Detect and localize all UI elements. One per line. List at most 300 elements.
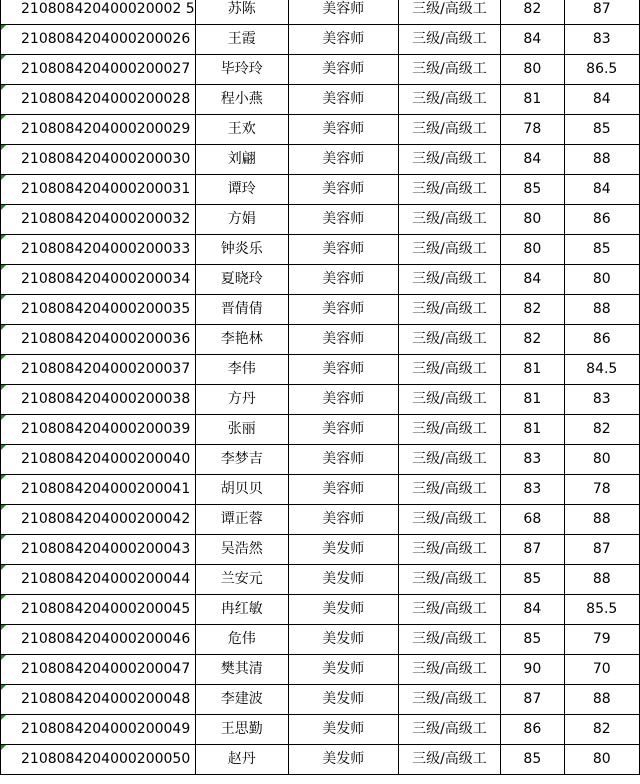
name-cell[interactable] <box>195 355 288 385</box>
text-number-marker-icon <box>1 265 6 270</box>
table-row <box>1 235 640 265</box>
level-text: 三级/高级工 <box>412 1 487 17</box>
score-theory-cell[interactable] <box>501 175 564 205</box>
score-skill-cell[interactable] <box>564 715 639 745</box>
level-text: 三级/高级工 <box>412 61 487 77</box>
score-skill-text: 88 <box>592 691 611 707</box>
score-theory-cell[interactable] <box>501 145 564 175</box>
candidate-id-text: 2108084204000200027 <box>21 61 191 77</box>
score-skill-text: 87 <box>592 541 611 557</box>
score-skill-cell[interactable] <box>564 265 639 295</box>
candidate-id-cell[interactable] <box>1 385 196 415</box>
table-row <box>1 385 640 415</box>
occupation-text: 美容师 <box>322 61 365 77</box>
name-cell[interactable] <box>195 85 288 115</box>
text-number-marker-icon <box>1 205 6 210</box>
occupation-cell[interactable] <box>288 175 398 205</box>
name-text: 谭正蓉 <box>220 511 263 527</box>
candidate-id-text: 2108084204000200050 <box>21 751 191 767</box>
name-text: 王思勤 <box>220 721 263 737</box>
name-cell[interactable] <box>195 685 288 715</box>
score-skill-cell[interactable] <box>564 355 639 385</box>
level-cell[interactable] <box>398 175 500 205</box>
score-theory-text: 68 <box>523 511 542 527</box>
level-cell[interactable] <box>398 235 500 265</box>
level-cell[interactable] <box>398 655 500 685</box>
text-number-marker-icon <box>1 625 6 630</box>
candidate-id-text: 2108084204000200029 <box>21 121 191 137</box>
score-skill-cell[interactable] <box>564 25 639 55</box>
score-skill-cell[interactable] <box>564 625 639 655</box>
name-text: 冉红敏 <box>220 601 263 617</box>
score-theory-cell[interactable] <box>501 295 564 325</box>
score-skill-text: 80 <box>592 751 611 767</box>
score-skill-cell[interactable] <box>564 0 639 25</box>
candidate-id-cell[interactable] <box>1 145 196 175</box>
occupation-cell[interactable] <box>288 715 398 745</box>
score-theory-text: 78 <box>523 121 542 137</box>
score-theory-cell[interactable] <box>501 385 564 415</box>
occupation-cell[interactable] <box>288 115 398 145</box>
score-skill-cell[interactable] <box>564 175 639 205</box>
level-text: 三级/高级工 <box>412 271 487 287</box>
occupation-text: 美容师 <box>322 301 365 317</box>
name-cell[interactable] <box>195 745 288 775</box>
level-cell[interactable] <box>398 415 500 445</box>
score-skill-text: 70 <box>592 661 611 677</box>
score-theory-cell[interactable] <box>501 355 564 385</box>
score-theory-cell[interactable] <box>501 415 564 445</box>
name-cell[interactable] <box>195 475 288 505</box>
score-skill-cell[interactable] <box>564 55 639 85</box>
occupation-cell[interactable] <box>288 85 398 115</box>
candidate-id-text: 2108084204000200039 <box>21 421 191 437</box>
level-cell[interactable] <box>398 445 500 475</box>
name-cell[interactable] <box>195 445 288 475</box>
score-skill-text: 86 <box>592 331 611 347</box>
occupation-cell[interactable] <box>288 145 398 175</box>
candidate-id-cell[interactable] <box>1 25 196 55</box>
level-cell[interactable] <box>398 325 500 355</box>
table-row <box>1 85 640 115</box>
score-theory-text: 90 <box>523 661 542 677</box>
name-cell[interactable] <box>195 265 288 295</box>
occupation-cell[interactable] <box>288 445 398 475</box>
candidate-id-text: 2108084204000200041 <box>21 481 191 497</box>
score-skill-cell[interactable] <box>564 685 639 715</box>
score-skill-text: 84 <box>592 91 611 107</box>
table-row <box>1 325 640 355</box>
name-cell[interactable] <box>195 325 288 355</box>
name-cell[interactable] <box>195 625 288 655</box>
name-cell[interactable] <box>195 505 288 535</box>
score-skill-cell[interactable] <box>564 85 639 115</box>
score-theory-cell[interactable] <box>501 475 564 505</box>
candidate-id-text: 2108084204000200037 <box>21 361 191 377</box>
candidate-id-text: 2108084204000200031 <box>21 181 191 197</box>
candidate-id-text: 2108084204000200033 <box>21 241 191 257</box>
candidate-id-text: 2108084204000200045 <box>21 601 191 617</box>
level-text: 三级/高级工 <box>412 721 487 737</box>
level-cell[interactable] <box>398 0 500 25</box>
occupation-cell[interactable] <box>288 25 398 55</box>
name-text: 危伟 <box>227 631 256 647</box>
level-cell[interactable] <box>398 715 500 745</box>
name-text: 毕玲玲 <box>220 61 263 77</box>
occupation-cell[interactable] <box>288 355 398 385</box>
score-theory-cell[interactable] <box>501 505 564 535</box>
level-cell[interactable] <box>398 85 500 115</box>
score-skill-cell[interactable] <box>564 475 639 505</box>
name-cell[interactable] <box>195 715 288 745</box>
score-theory-cell[interactable] <box>501 55 564 85</box>
score-theory-cell[interactable] <box>501 445 564 475</box>
score-skill-cell[interactable] <box>564 235 639 265</box>
occupation-text: 美容师 <box>322 331 365 347</box>
score-skill-text: 80 <box>592 451 611 467</box>
score-theory-text: 87 <box>523 541 542 557</box>
candidate-id-text: 2108084204000200047 <box>21 661 191 677</box>
level-text: 三级/高级工 <box>412 331 487 347</box>
occupation-cell[interactable] <box>288 595 398 625</box>
score-skill-cell[interactable] <box>564 745 639 775</box>
occupation-text: 美容师 <box>322 421 365 437</box>
table-row <box>1 655 640 685</box>
score-skill-cell[interactable] <box>564 505 639 535</box>
score-skill-cell[interactable] <box>564 535 639 565</box>
score-theory-cell[interactable] <box>501 685 564 715</box>
table-row <box>1 25 640 55</box>
score-skill-text: 84.5 <box>586 361 618 377</box>
level-cell[interactable] <box>398 595 500 625</box>
name-text: 吴浩然 <box>220 541 263 557</box>
candidate-id-cell[interactable] <box>1 445 196 475</box>
candidate-id-text: 2108084204000200040 <box>21 451 191 467</box>
candidate-id-text: 2108084204000200028 <box>21 91 191 107</box>
text-number-marker-icon <box>1 115 6 120</box>
name-cell[interactable] <box>195 565 288 595</box>
occupation-cell[interactable] <box>288 745 398 775</box>
score-theory-text: 87 <box>523 691 542 707</box>
score-skill-text: 85 <box>592 121 611 137</box>
candidate-id-cell[interactable] <box>1 55 196 85</box>
name-text: 李建波 <box>220 691 263 707</box>
text-number-marker-icon <box>1 715 6 720</box>
score-skill-cell[interactable] <box>564 115 639 145</box>
level-text: 三级/高级工 <box>412 391 487 407</box>
candidate-id-text: 2108084204000200048 <box>21 691 191 707</box>
score-theory-text: 82 <box>523 301 542 317</box>
name-cell[interactable] <box>195 295 288 325</box>
score-theory-cell[interactable] <box>501 595 564 625</box>
score-skill-text: 83 <box>592 391 611 407</box>
candidate-id-cell[interactable] <box>1 0 196 25</box>
score-theory-cell[interactable] <box>501 205 564 235</box>
name-cell[interactable] <box>195 115 288 145</box>
candidate-id-cell[interactable] <box>1 745 196 775</box>
level-cell[interactable] <box>398 475 500 505</box>
name-cell[interactable] <box>195 145 288 175</box>
occupation-text: 美发师 <box>322 751 365 767</box>
candidate-id-cell[interactable] <box>1 85 196 115</box>
occupation-text: 美发师 <box>322 661 365 677</box>
table-row <box>1 745 640 775</box>
score-theory-text: 86 <box>523 721 542 737</box>
name-text: 钟炎乐 <box>220 241 263 257</box>
occupation-text: 美容师 <box>322 361 365 377</box>
score-skill-text: 82 <box>592 721 611 737</box>
name-cell[interactable] <box>195 415 288 445</box>
candidate-id-cell[interactable] <box>1 295 196 325</box>
candidate-id-cell[interactable] <box>1 235 196 265</box>
score-skill-text: 86 <box>592 211 611 227</box>
name-text: 苏陈 <box>227 1 256 17</box>
occupation-cell[interactable] <box>288 205 398 235</box>
name-cell[interactable] <box>195 235 288 265</box>
score-theory-cell[interactable] <box>501 715 564 745</box>
text-number-marker-icon <box>1 655 6 660</box>
candidate-id-cell[interactable] <box>1 505 196 535</box>
table-row <box>1 355 640 385</box>
occupation-text: 美容师 <box>322 121 365 137</box>
level-cell[interactable] <box>398 205 500 235</box>
table-row <box>1 715 640 745</box>
score-table-body <box>1 0 640 775</box>
score-theory-text: 81 <box>523 391 542 407</box>
name-text: 胡贝贝 <box>220 481 263 497</box>
occupation-cell[interactable] <box>288 655 398 685</box>
score-theory-text: 85 <box>523 181 542 197</box>
score-theory-cell[interactable] <box>501 0 564 25</box>
table-row <box>1 595 640 625</box>
candidate-id-text: 210808420400020002 5 <box>21 1 195 17</box>
score-skill-cell[interactable] <box>564 205 639 235</box>
candidate-id-cell[interactable] <box>1 475 196 505</box>
occupation-text: 美发师 <box>322 571 365 587</box>
candidate-id-cell[interactable] <box>1 205 196 235</box>
occupation-cell[interactable] <box>288 535 398 565</box>
level-text: 三级/高级工 <box>412 601 487 617</box>
candidate-id-cell[interactable] <box>1 655 196 685</box>
score-theory-text: 84 <box>523 151 542 167</box>
score-theory-text: 81 <box>523 421 542 437</box>
text-number-marker-icon <box>1 355 6 360</box>
score-theory-text: 80 <box>523 241 542 257</box>
name-text: 李艳林 <box>220 331 263 347</box>
level-text: 三级/高级工 <box>412 571 487 587</box>
level-text: 三级/高级工 <box>412 151 487 167</box>
level-text: 三级/高级工 <box>412 421 487 437</box>
occupation-text: 美发师 <box>322 541 365 557</box>
score-theory-text: 85 <box>523 751 542 767</box>
score-theory-text: 80 <box>523 211 542 227</box>
level-text: 三级/高级工 <box>412 451 487 467</box>
level-text: 三级/高级工 <box>412 361 487 377</box>
occupation-text: 美容师 <box>322 151 365 167</box>
candidate-id-cell[interactable] <box>1 535 196 565</box>
level-cell[interactable] <box>398 115 500 145</box>
occupation-text: 美容师 <box>322 211 365 227</box>
score-skill-cell[interactable] <box>564 565 639 595</box>
occupation-cell[interactable] <box>288 0 398 25</box>
occupation-cell[interactable] <box>288 565 398 595</box>
text-number-marker-icon <box>1 565 6 570</box>
table-row <box>1 295 640 325</box>
level-cell[interactable] <box>398 535 500 565</box>
occupation-cell[interactable] <box>288 385 398 415</box>
name-text: 方娟 <box>227 211 256 227</box>
text-number-marker-icon <box>1 145 6 150</box>
score-theory-cell[interactable] <box>501 265 564 295</box>
table-row <box>1 535 640 565</box>
candidate-id-cell[interactable] <box>1 715 196 745</box>
candidate-id-cell[interactable] <box>1 595 196 625</box>
candidate-id-text: 2108084204000200044 <box>21 571 191 587</box>
name-text: 谭玲 <box>227 181 256 197</box>
text-number-marker-icon <box>1 415 6 420</box>
score-skill-cell[interactable] <box>564 415 639 445</box>
candidate-id-cell[interactable] <box>1 175 196 205</box>
level-text: 三级/高级工 <box>412 241 487 257</box>
level-cell[interactable] <box>398 745 500 775</box>
occupation-text: 美容师 <box>322 271 365 287</box>
candidate-id-cell[interactable] <box>1 115 196 145</box>
candidate-id-cell[interactable] <box>1 685 196 715</box>
candidate-id-cell[interactable] <box>1 565 196 595</box>
score-skill-text: 88 <box>592 301 611 317</box>
name-text: 夏晓玲 <box>220 271 263 287</box>
occupation-cell[interactable] <box>288 415 398 445</box>
score-skill-text: 85.5 <box>586 601 618 617</box>
occupation-cell[interactable] <box>288 475 398 505</box>
table-row <box>1 205 640 235</box>
score-skill-text: 84 <box>592 181 611 197</box>
score-theory-text: 82 <box>523 331 542 347</box>
table-row <box>1 685 640 715</box>
name-cell[interactable] <box>195 175 288 205</box>
score-theory-cell[interactable] <box>501 115 564 145</box>
candidate-id-text: 2108084204000200042 <box>21 511 191 527</box>
score-skill-cell[interactable] <box>564 325 639 355</box>
level-cell[interactable] <box>398 355 500 385</box>
occupation-cell[interactable] <box>288 625 398 655</box>
level-text: 三级/高级工 <box>412 121 487 137</box>
table-row <box>1 55 640 85</box>
score-theory-cell[interactable] <box>501 655 564 685</box>
level-cell[interactable] <box>398 265 500 295</box>
table-row <box>1 145 640 175</box>
level-cell[interactable] <box>398 145 500 175</box>
name-cell[interactable] <box>195 535 288 565</box>
score-theory-cell[interactable] <box>501 745 564 775</box>
score-skill-cell[interactable] <box>564 145 639 175</box>
level-cell[interactable] <box>398 385 500 415</box>
score-theory-cell[interactable] <box>501 565 564 595</box>
level-cell[interactable] <box>398 625 500 655</box>
level-cell[interactable] <box>398 565 500 595</box>
name-cell[interactable] <box>195 595 288 625</box>
occupation-text: 美容师 <box>322 31 365 47</box>
text-number-marker-icon <box>1 745 6 750</box>
level-cell[interactable] <box>398 295 500 325</box>
candidate-id-cell[interactable] <box>1 265 196 295</box>
table-row <box>1 445 640 475</box>
occupation-cell[interactable] <box>288 505 398 535</box>
name-cell[interactable] <box>195 0 288 25</box>
score-skill-cell[interactable] <box>564 445 639 475</box>
occupation-text: 美容师 <box>322 391 365 407</box>
level-cell[interactable] <box>398 55 500 85</box>
name-text: 晋倩倩 <box>220 301 263 317</box>
score-theory-text: 83 <box>523 481 542 497</box>
occupation-cell[interactable] <box>288 295 398 325</box>
level-cell[interactable] <box>398 505 500 535</box>
score-theory-cell[interactable] <box>501 85 564 115</box>
candidate-id-text: 2108084204000200036 <box>21 331 191 347</box>
score-theory-cell[interactable] <box>501 25 564 55</box>
name-text: 李梦吉 <box>220 451 263 467</box>
name-text: 刘翩 <box>227 151 256 167</box>
candidate-id-text: 2108084204000200049 <box>21 721 191 737</box>
occupation-cell[interactable] <box>288 685 398 715</box>
score-skill-cell[interactable] <box>564 655 639 685</box>
name-cell[interactable] <box>195 205 288 235</box>
score-theory-cell[interactable] <box>501 535 564 565</box>
candidate-id-cell[interactable] <box>1 625 196 655</box>
score-theory-cell[interactable] <box>501 325 564 355</box>
level-cell[interactable] <box>398 25 500 55</box>
candidate-id-text: 2108084204000200032 <box>21 211 191 227</box>
level-text: 三级/高级工 <box>412 691 487 707</box>
occupation-cell[interactable] <box>288 325 398 355</box>
name-cell[interactable] <box>195 385 288 415</box>
candidate-id-cell[interactable] <box>1 415 196 445</box>
score-skill-cell[interactable] <box>564 295 639 325</box>
occupation-cell[interactable] <box>288 55 398 85</box>
candidate-id-text: 2108084204000200026 <box>21 31 191 47</box>
score-theory-text: 84 <box>523 31 542 47</box>
score-skill-text: 88 <box>592 151 611 167</box>
occupation-text: 美容师 <box>322 1 365 17</box>
occupation-cell[interactable] <box>288 265 398 295</box>
name-cell[interactable] <box>195 25 288 55</box>
score-theory-text: 85 <box>523 571 542 587</box>
name-text: 方丹 <box>227 391 256 407</box>
name-cell[interactable] <box>195 55 288 85</box>
score-theory-cell[interactable] <box>501 625 564 655</box>
candidate-id-text: 2108084204000200034 <box>21 271 191 287</box>
occupation-cell[interactable] <box>288 235 398 265</box>
candidate-id-cell[interactable] <box>1 325 196 355</box>
level-text: 三级/高级工 <box>412 211 487 227</box>
level-text: 三级/高级工 <box>412 301 487 317</box>
candidate-id-cell[interactable] <box>1 355 196 385</box>
table-row <box>1 175 640 205</box>
score-skill-cell[interactable] <box>564 595 639 625</box>
score-skill-cell[interactable] <box>564 385 639 415</box>
level-text: 三级/高级工 <box>412 511 487 527</box>
name-cell[interactable] <box>195 655 288 685</box>
text-number-marker-icon <box>1 175 6 180</box>
score-skill-text: 82 <box>592 421 611 437</box>
score-theory-cell[interactable] <box>501 235 564 265</box>
candidate-id-text: 2108084204000200046 <box>21 631 191 647</box>
level-cell[interactable] <box>398 685 500 715</box>
table-row <box>1 625 640 655</box>
table-row <box>1 565 640 595</box>
table-row <box>1 505 640 535</box>
text-number-marker-icon <box>1 535 6 540</box>
